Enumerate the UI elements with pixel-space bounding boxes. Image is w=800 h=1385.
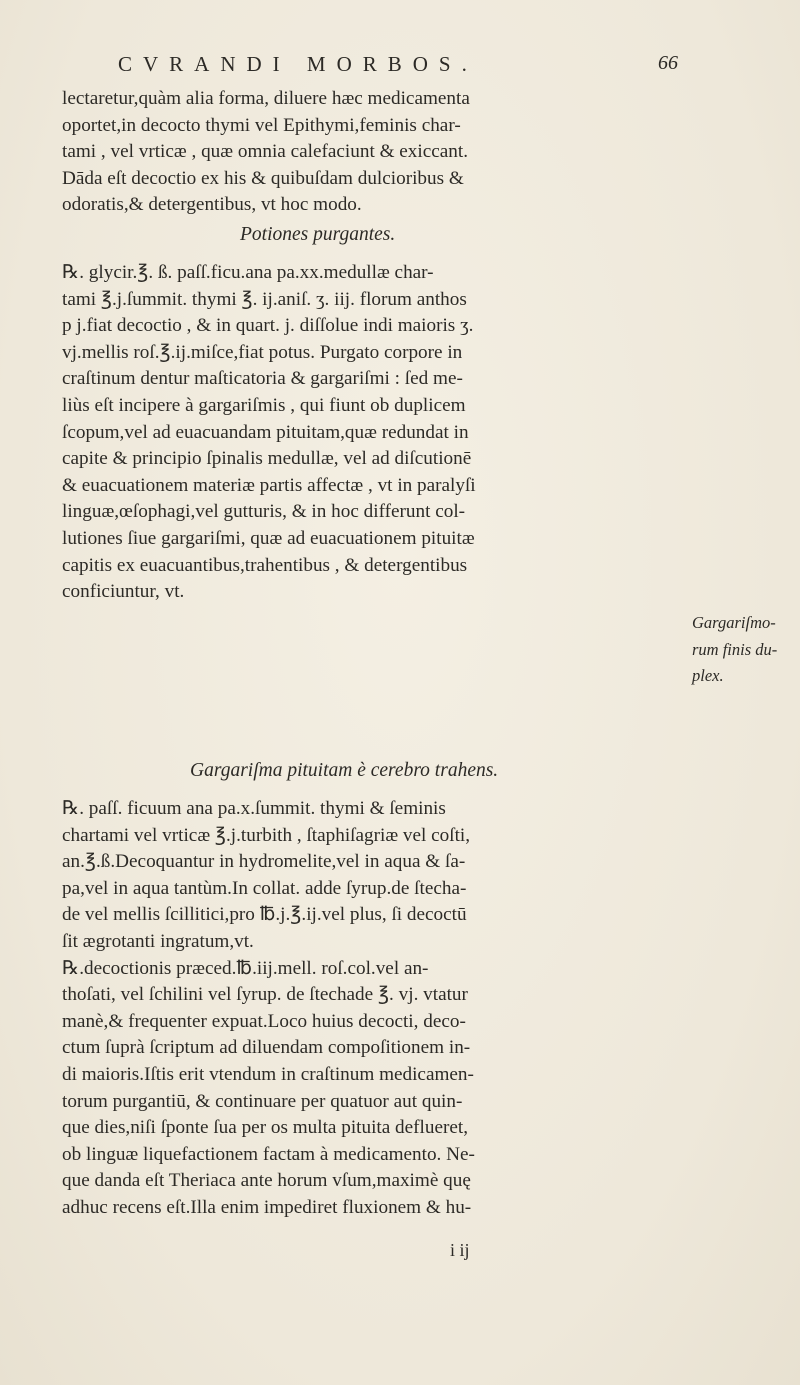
folio-number: 66 [658, 52, 678, 74]
running-title: CVRANDI MORBOS. [118, 52, 478, 76]
paragraph-recipe-2 [62, 796, 674, 1222]
text-line: lutiones ſiue gargariſmi, quæ ad euacuationem pituitæ [62, 527, 475, 549]
text-line: adhuc recens eſt.Illa enim impediret fluxionem & hu- [62, 1196, 472, 1218]
text-line: thoſati, vel ſchilini vel ſyrup. de ſtechade ℥. vj. vtatur [62, 984, 468, 1006]
text-line: ctum ſuprà ſcriptum ad diluendam compoſitionem in- [62, 1037, 471, 1059]
section-heading-potiones: Potiones purgantes. [240, 224, 396, 245]
text-line: ob linguæ liquefactionem factam à medicamento. Ne- [62, 1143, 475, 1165]
margin-note-line: plex. [692, 666, 724, 686]
section-heading-gargarisma: Gargariſma pituitam è cerebro trahens. [190, 760, 499, 781]
paragraph-intro [62, 86, 674, 219]
margin-note-line: rum finis du- [692, 639, 778, 659]
text-line: que dies,niſi ſponte ſua per os multa pituita deflueret, [62, 1117, 469, 1139]
text-line: linguæ,œſophagi,vel gutturis, & in hoc differunt col- [62, 501, 466, 523]
text-line: ℞. paſſ. ficuum ana pa.x.ſummit. thymi & ſeminis [62, 798, 446, 819]
text-line: p j.fiat decoctio , & in quart. j. diſſolue indi maioris ʒ. [62, 315, 474, 337]
text-line: ℞.decoctionis præced.℔.iij.mell. roſ.col.vel an- [62, 957, 429, 979]
text-line: oportet,in decocto thymi vel Epithymi,feminis char- [62, 114, 461, 136]
text-line: pa,vel in aqua tantùm.In collat. adde ſyrup.de ſtecha- [62, 877, 467, 899]
text-line: chartami vel vrticæ ℥.j.turbith , ſtaphiſagriæ vel coſti, [62, 824, 471, 846]
text-line: tami ℥.j.ſummit. thymi ℥. ij.aniſ. ʒ. iij. florum anthos [62, 288, 467, 310]
text-line: ℞. glycir.℥. ß. paſſ.ficu.ana pa.xx.medullæ char- [62, 262, 434, 283]
text-line: odoratis,& detergentibus, vt hoc modo. [62, 194, 362, 216]
signature-mark: i ij [450, 1240, 470, 1260]
text-line: di maioris.Iſtis erit vtendum in craſtinum medicamen- [62, 1063, 474, 1085]
text-line: capite & principio ſpinalis medullæ, vel ad diſcutionē [62, 448, 472, 470]
margin-note-line: Gargariſmo- [692, 613, 776, 632]
text-line: & euacuationem materiæ partis affectæ , vt in paralyſi [62, 474, 476, 496]
paragraph-recipe-1 [62, 260, 674, 606]
text-line: ſcopum,vel ad euacuandam pituitam,quæ redundat in [62, 421, 469, 443]
text-line: capitis ex euacuantibus,trahentibus , & detergentibus [62, 554, 468, 576]
text-line: conficiuntur, vt. [62, 581, 185, 603]
text-line: craſtinum dentur maſticatoria & gargariſmi : ſed me- [62, 368, 463, 390]
text-line: vj.mellis roſ.℥.ij.miſce,fiat potus. Purgato corpore in [62, 341, 463, 363]
text-line: manè,& frequenter expuat.Loco huius decocti, deco- [62, 1010, 466, 1032]
text-line: de vel mellis ſcillitici,pro ℔.j.℥.ij.vel plus, ſi decoctū [62, 904, 467, 926]
text-line: torum purgantiū, & continuare per quatuor aut quin- [62, 1090, 463, 1112]
text-line: liùs eſt incipere à gargariſmis , qui fiunt ob duplicem [62, 394, 466, 416]
margin-note [692, 610, 800, 690]
text-line: an.℥.ß.Decoquantur in hydromelite,vel in aqua & ſa- [62, 851, 466, 873]
page-header [118, 52, 678, 82]
text-line: que danda eſt Theriaca ante horum vſum,maximè quę [62, 1170, 471, 1192]
text-line: tami , vel vrticæ , quæ omnia calefaciunt & exiccant. [62, 141, 469, 163]
text-line: lectaretur,quàm alia forma, diluere hæc medicamenta [62, 88, 470, 109]
text-line: ſit ægrotanti ingratum,vt. [62, 930, 254, 952]
text-line: Dāda eſt decoctio ex his & quibuſdam dulcioribus & [62, 167, 464, 189]
